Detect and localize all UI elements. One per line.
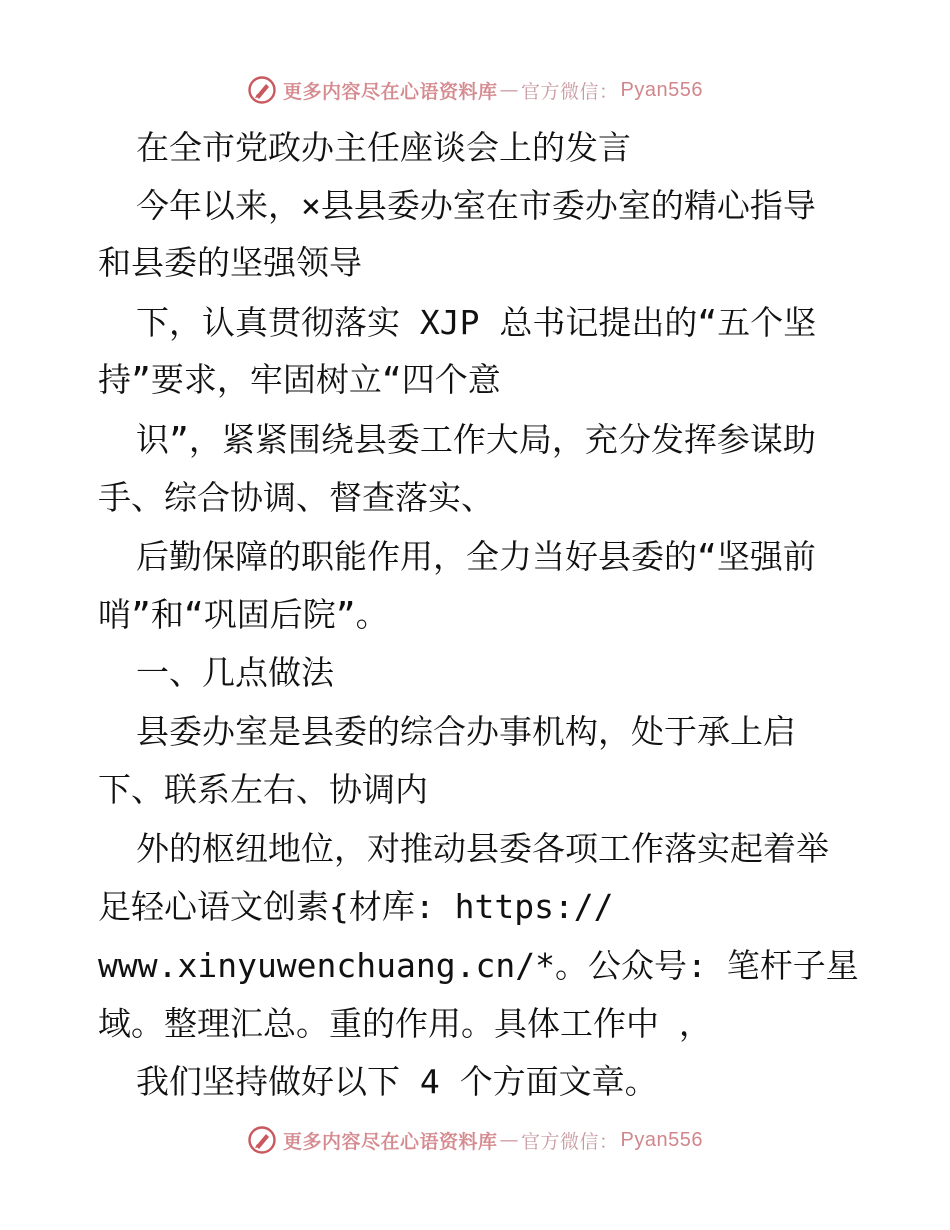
section-heading: 一、几点做法 [136,653,334,692]
watermark-footer [0,1120,950,1160]
paragraph-line: 手、综合协调、督查落实、 [98,478,494,517]
pen-logo-icon [247,75,277,105]
document-title: 在全市党政办主任座谈会上的发言 [136,128,631,167]
paragraph-line: 下、联系左右、协调内 [98,770,428,809]
watermark-dash: — [499,1129,520,1151]
paragraph-line: 足轻心语文创素{材库: https:// [98,887,614,926]
watermark-header [0,70,950,110]
paragraph-line: 域。整理汇总。重的作用。具体工作中 ， [98,1004,712,1043]
pen-logo-icon [247,1125,277,1155]
watermark-brand: 更多内容尽在心语资料库 [283,80,498,103]
paragraph-line: 和县委的坚强领导 [98,243,362,282]
paragraph-line: 我们坚持做好以下 4 个方面文章。 [136,1062,658,1101]
paragraph-line: 今年以来，×县县委办室在市委办室的精心指导 [136,186,816,225]
paragraph-line: 外的枢纽地位，对推动县委各项工作落实起着举 [136,829,829,868]
paragraph-line: 持”要求，牢固树立“四个意 [98,360,501,399]
watermark-brand: 更多内容尽在心语资料库 [283,1130,498,1153]
watermark-wechat-id: Pyan556 [620,1128,703,1151]
watermark-official-label: 官方微信： [521,1130,619,1153]
watermark-dash: — [499,79,520,101]
paragraph-line: 县委办室是县委的综合办事机构，处于承上启 [136,712,796,751]
paragraph-line: 识”，紧紧围绕县委工作大局，充分发挥参谋助 [136,420,816,459]
paragraph-line: 下，认真贯彻落实 XJP 总书记提出的“五个坚 [136,303,817,342]
watermark-wechat-id: Pyan556 [620,78,703,101]
paragraph-line: www.xinyuwenchuang.cn/*。公众号: 笔杆子星 [98,946,859,985]
watermark-official-label: 官方微信： [521,80,619,103]
paragraph-line: 哨”和“巩固后院”。 [98,595,389,634]
paragraph-line: 后勤保障的职能作用，全力当好县委的“坚强前 [136,537,816,576]
